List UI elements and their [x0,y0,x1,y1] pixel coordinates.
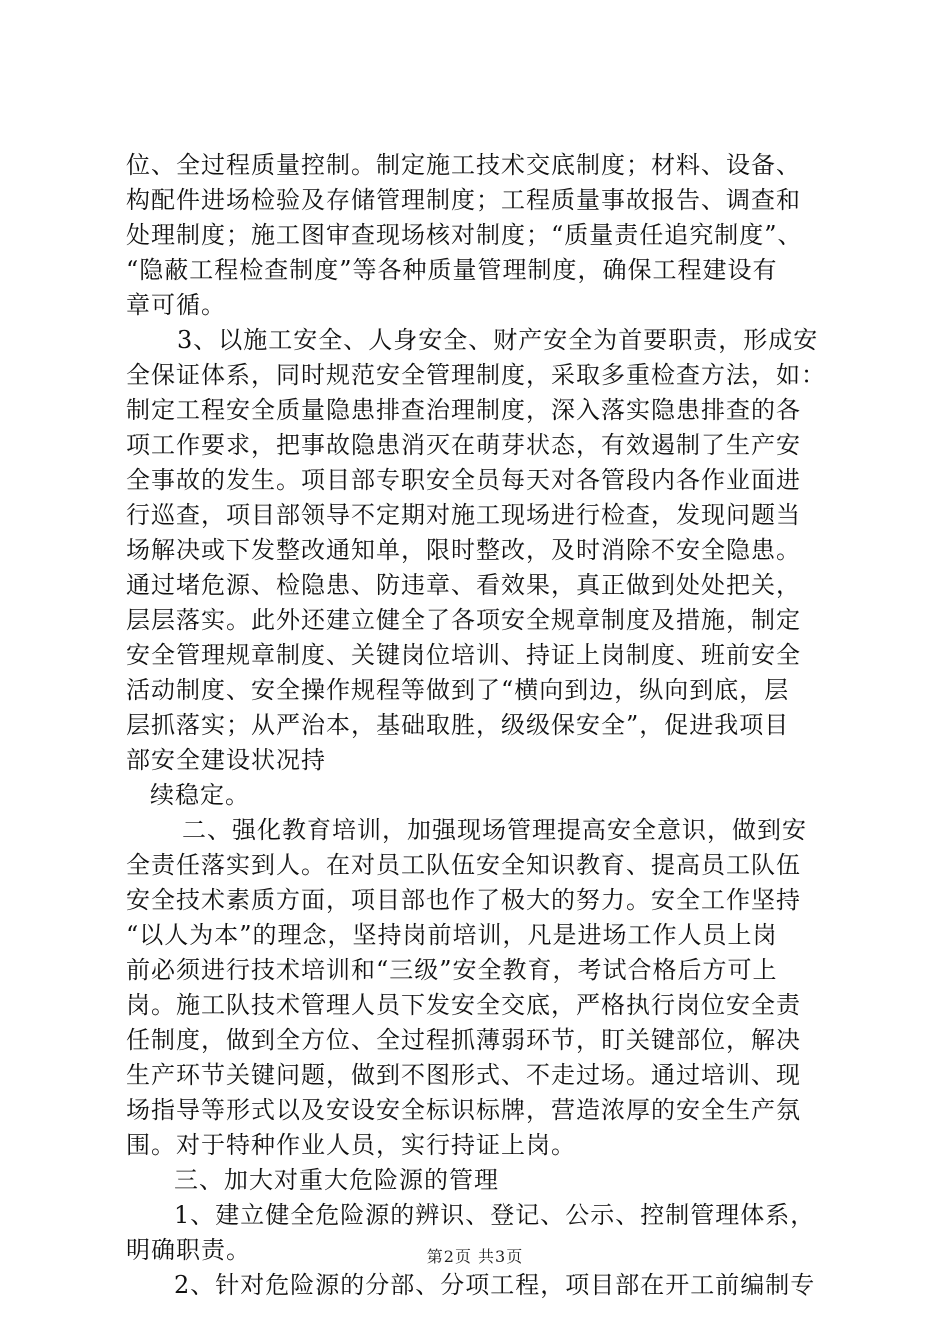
text-line: 全保证体系，同时规范安全管理制度，采取多重检查方法，如： [126,361,826,389]
text-line: 生产环节关键问题，做到不图形式、不走过场。通过培训、现 [126,1061,801,1089]
text-line: 部安全建设状况持 [126,746,326,774]
text-line: 行巡查，项目部领导不定期对施工现场进行检查，发现问题当 [126,501,801,529]
text-line: 岗。施工队技术管理人员下发安全交底，严格执行岗位安全责 [126,991,801,1019]
text-line: 场解决或下发整改通知单，限时整改，及时消除不安全隐患。 [126,536,801,564]
text-line: 活动制度、安全操作规程等做到了“横向到边，纵向到底，层 [126,676,790,704]
text-line: 位、全过程质量控制。制定施工技术交底制度；材料、设备、 [126,151,801,179]
text-line: 处理制度；施工图审查现场核对制度；“质量责任追究制度”、 [126,221,803,249]
text-line: 安全技术素质方面，项目部也作了极大的努力。安全工作坚持 [126,886,801,914]
document-body [126,148,836,1303]
text-line: 全责任落实到人。在对员工队伍安全知识教育、提高员工队伍 [126,851,801,879]
text-line: 明确职责。 [126,1236,251,1264]
text-line: 安全管理规章制度、关键岗位培训、持证上岗制度、班前安全 [126,641,801,669]
paragraph-start-line: 3、以施工安全、人身安全、财产安全为首要职责，形成安 [177,326,819,354]
text-line: 构配件进场检验及存储管理制度；工程质量事故报告、调查和 [126,186,801,214]
text-line: 项工作要求，把事故隐患消灭在萌芽状态，有效遏制了生产安 [126,431,801,459]
text-line: “隐蔽工程检查制度”等各种质量管理制度，确保工程建设有 [126,256,778,284]
text-line: “以人为本”的理念，坚持岗前培训，凡是进场工作人员上岗 [126,921,778,949]
paragraph-start-line: 2、针对危险源的分部、分项工程，项目部在开工前编制专 [174,1271,816,1299]
text-line: 场指导等形式以及安设安全标识标牌，营造浓厚的安全生产氛 [126,1096,801,1124]
text-line: 全事故的发生。项目部专职安全员每天对各管段内各作业面进 [126,466,801,494]
text-line: 续稳定。 [150,781,250,809]
text-line: 任制度，做到全方位、全过程抓薄弱环节，盯关键部位，解决 [126,1026,801,1054]
paragraph-start-line: 1、建立健全危险源的辨识、登记、公示、控制管理体系， [174,1201,816,1229]
text-line: 围。对于特种作业人员，实行持证上岗。 [126,1131,576,1159]
text-line: 层层落实。此外还建立健全了各项安全规章制度及措施，制定 [126,606,801,634]
section-heading: 三、加大对重大危险源的管理 [174,1166,499,1194]
text-line: 前必须进行技术培训和“三级”安全教育，考试合格后方可上 [126,956,778,984]
paragraph-start-line: 二、强化教育培训，加强现场管理提高安全意识，做到安 [182,816,807,844]
text-line: 层抓落实；从严治本，基础取胜，级级保安全”，促进我项目 [126,711,790,739]
text-line: 制定工程安全质量隐患排查治理制度，深入落实隐患排查的各 [126,396,801,424]
text-line: 通过堵危源、检隐患、防违章、看效果，真正做到处处把关， [126,571,801,599]
page-number-footer: 第2页 共3页 [426,1247,524,1266]
text-line: 章可循。 [126,291,226,319]
